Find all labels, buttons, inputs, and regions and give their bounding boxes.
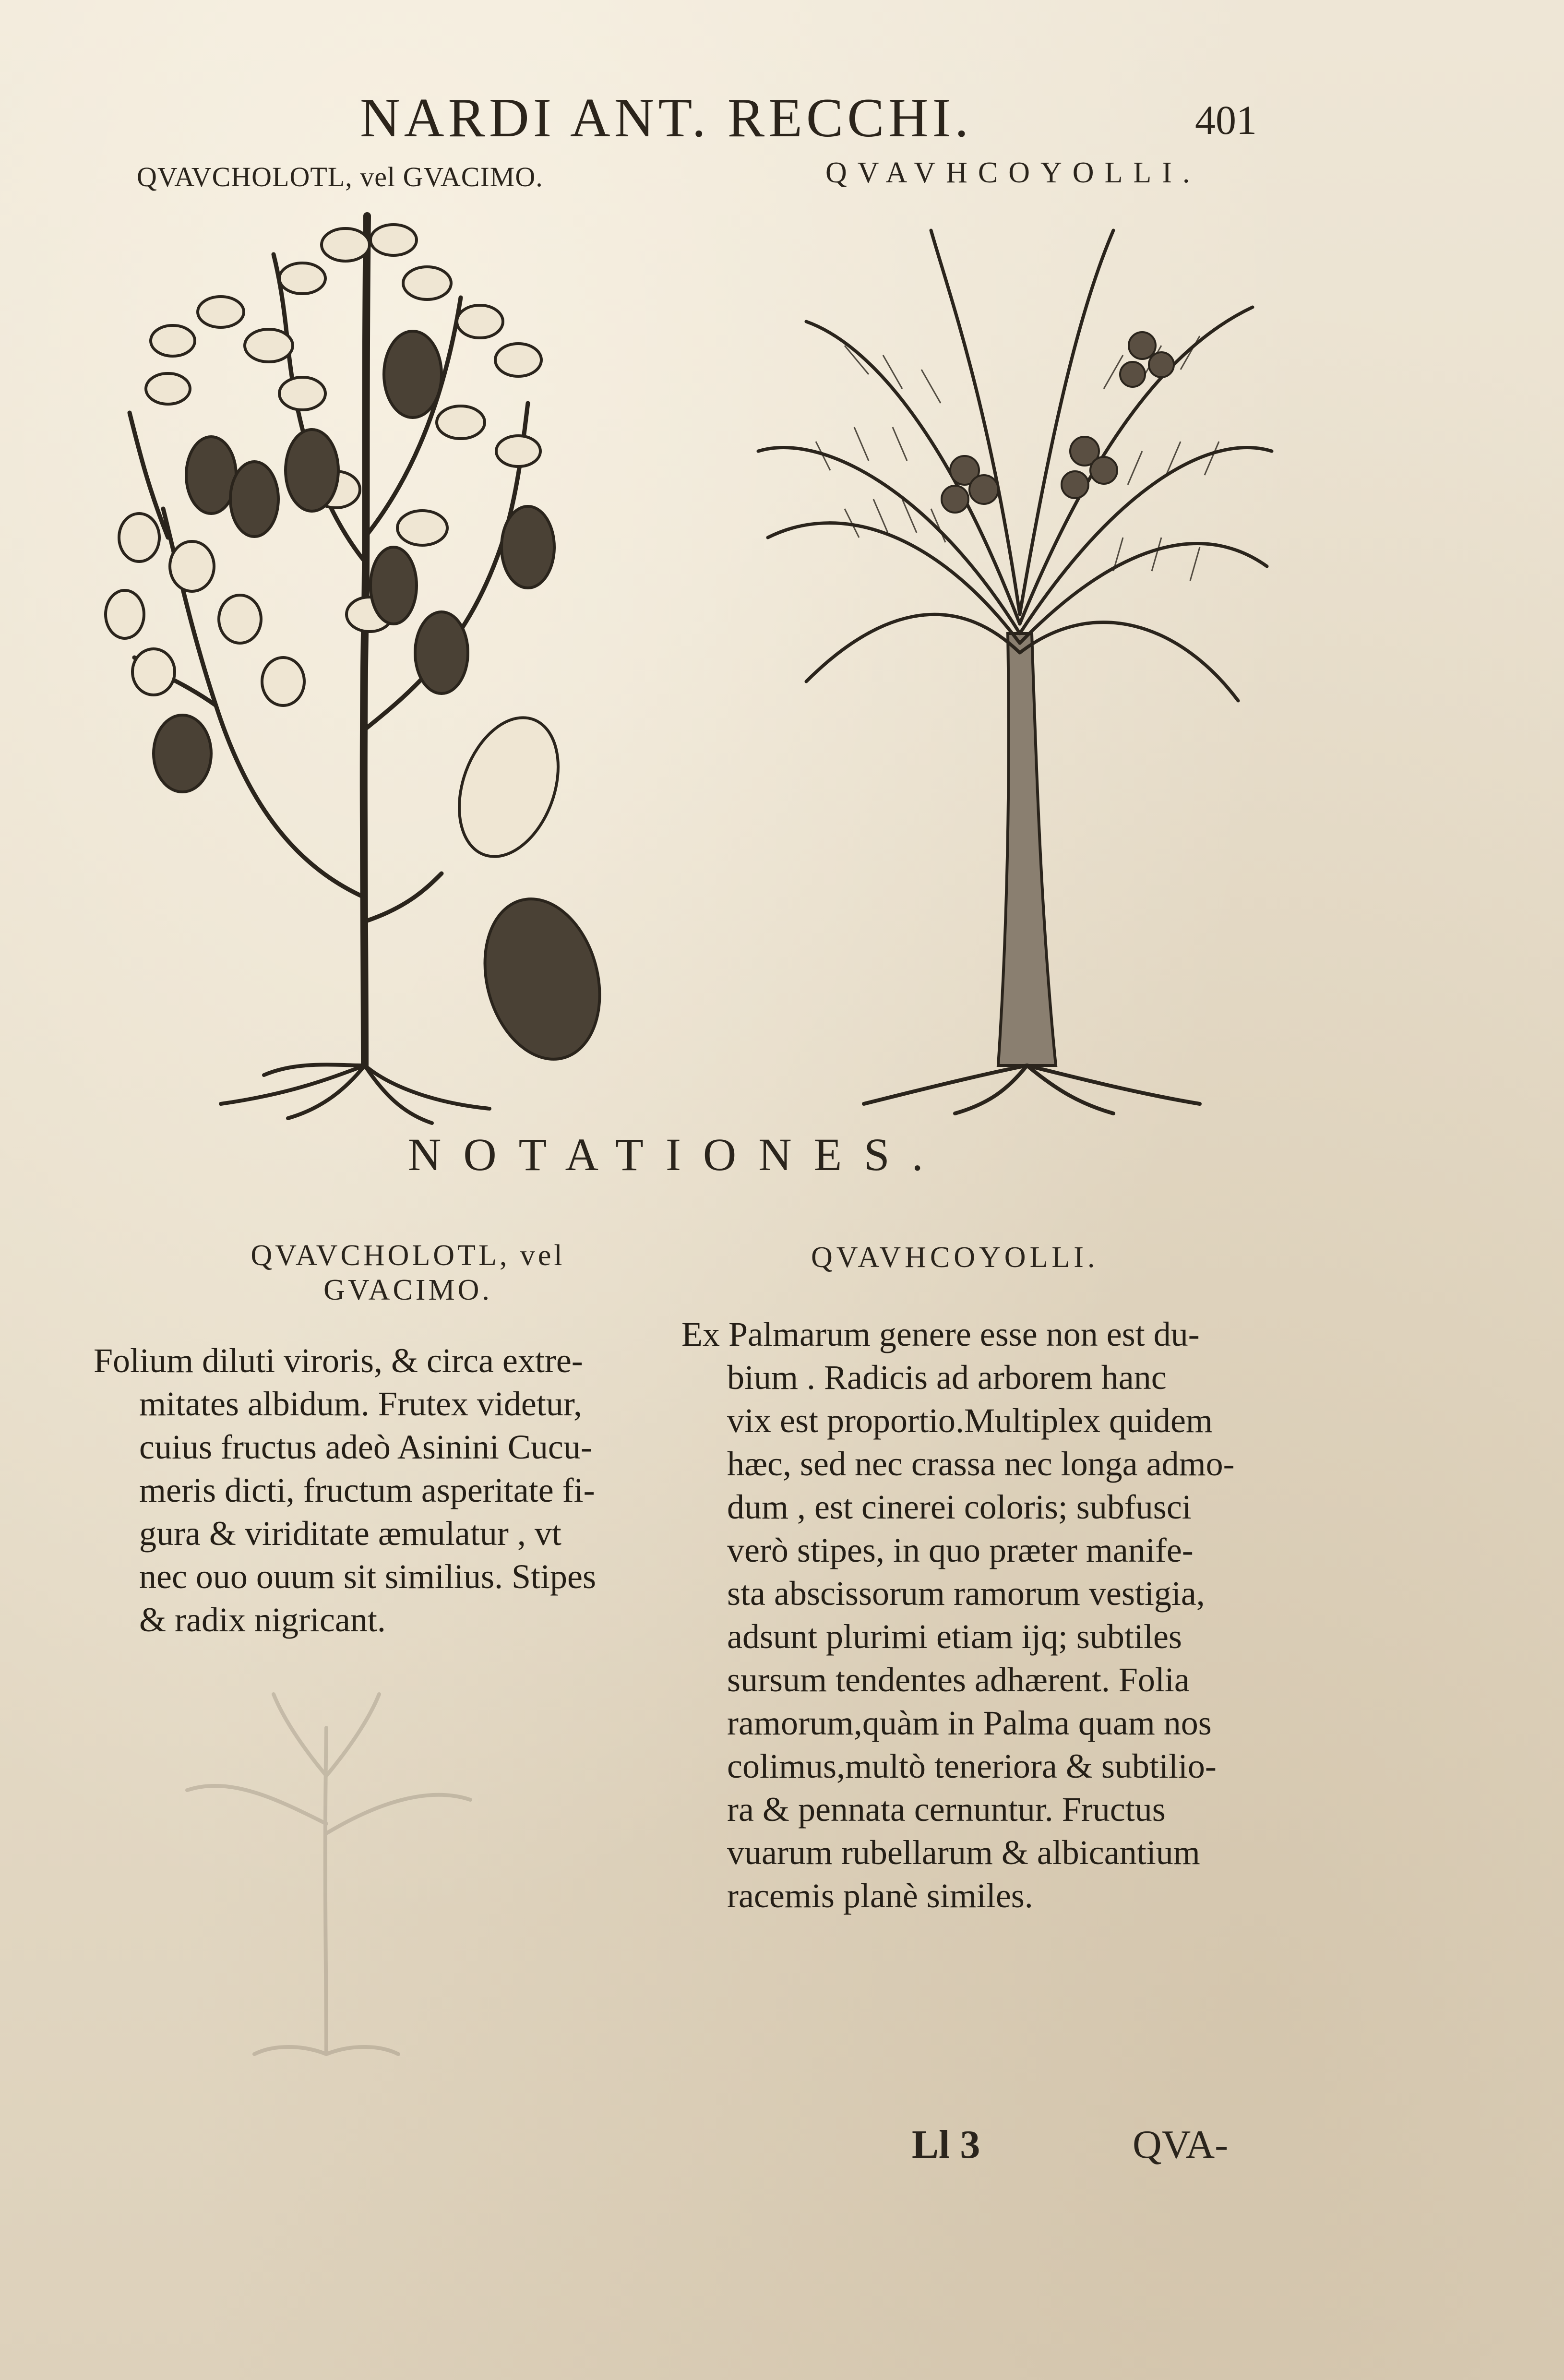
text-line: hæc, sed nec crassa nec longa admo-: [727, 1445, 1235, 1483]
text-line: racemis planè similes.: [727, 1877, 1033, 1915]
text-line: sta abscissorum ramorum vestigia,: [727, 1574, 1205, 1613]
text-line: vix est proportio.Multiplex quidem: [727, 1401, 1213, 1440]
text-line: meris dicti, fructum asperitate fi-: [139, 1471, 595, 1509]
text-line: dum , est cinerei coloris; subfusci: [727, 1488, 1192, 1526]
text-line: gura & viriditate æmulatur , vt: [139, 1514, 561, 1553]
text-line: & radix nigricant.: [139, 1601, 386, 1639]
catchword: QVA-: [1133, 2122, 1229, 2167]
text-line: colimus,multò teneriora & subtilio-: [727, 1747, 1217, 1785]
text-line: sursum tendentes adhærent. Folia: [727, 1661, 1190, 1699]
show-through-plant-decoration: [158, 1680, 494, 2064]
text-line: bium . Radicis ad arborem hanc: [727, 1358, 1167, 1397]
text-line: verò stipes, in quo præter manife-: [727, 1531, 1194, 1569]
text-line: Folium diluti viroris, & circa extre-: [94, 1341, 583, 1380]
right-column-heading: QVAVHCOYOLLI.: [811, 1241, 1099, 1274]
section-title: NOTATIONES.: [408, 1129, 945, 1180]
running-header: NARDI ANT. RECCHI.: [360, 87, 973, 149]
text-line: adsunt plurimi etiam ijq; subtiles: [727, 1617, 1182, 1656]
text-line: cuius fructus adeò Asinini Cucu-: [139, 1428, 592, 1466]
left-column-text: [94, 1339, 660, 1641]
palm-woodcut-illustration: [749, 202, 1286, 1123]
text-line: Ex Palmarum genere esse non est du-: [681, 1315, 1200, 1353]
right-column-text: [681, 1313, 1315, 1917]
text-line: ra & pennata cernuntur. Fructus: [727, 1790, 1166, 1829]
left-figure-caption: QVAVCHOLOTL, vel GVACIMO.: [137, 161, 543, 192]
shrub-woodcut-illustration: [96, 202, 624, 1128]
right-figure-caption: QVAVHCOYOLLI.: [825, 156, 1201, 189]
text-line: mitates albidum. Frutex videtur,: [139, 1385, 582, 1423]
page-number: 401: [1195, 97, 1257, 143]
text-line: nec ouo ouum sit similius. Stipes: [139, 1557, 597, 1596]
text-line: vuarum rubellarum & albicantium: [727, 1833, 1200, 1872]
text-line: ramorum,quàm in Palma quam nos: [727, 1704, 1212, 1742]
left-column-heading: QVAVCHOLOTL, vel GVACIMO.: [251, 1239, 565, 1306]
signature-mark: Ll 3: [912, 2122, 980, 2167]
